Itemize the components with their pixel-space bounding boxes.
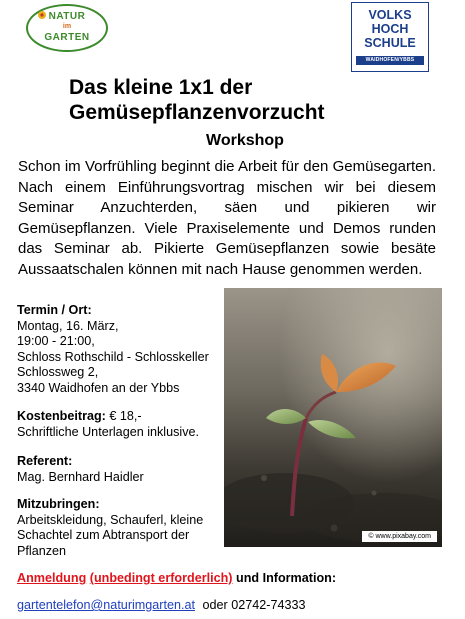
seedling-illustration — [224, 288, 442, 547]
kosten-note: Schriftliche Unterlagen inklusive. — [17, 424, 199, 439]
logo-vhs-line3: SCHULE — [364, 36, 416, 50]
natur-im-garten-logo — [26, 4, 106, 50]
logo-natur-line1: NATUR — [48, 11, 86, 22]
kosten-section — [17, 409, 199, 440]
logo-natur-line2: im — [62, 23, 72, 30]
seedling-photo — [224, 288, 442, 547]
logo-vhs-line1: VOLKS — [368, 8, 412, 22]
mitbringen-line1: Arbeitskleidung, Schauferl, kleine — [17, 512, 204, 527]
termin-city: 3340 Waidhofen an der Ybbs — [17, 380, 180, 395]
mitbringen-label: Mitzubringen: — [17, 497, 100, 511]
kosten-value: € 18,- — [109, 409, 142, 423]
contact-separator: oder — [202, 598, 228, 612]
contact-line — [17, 598, 305, 612]
intro-paragraph: Schon im Vorfrühling beginnt die Arbeit für den Gemüsegarten. Nach einem Einführungsvortrag mischen wir bei diesem Seminar Anzuchterden, säen und pikieren wir Gemüsepflanzen. Viele Praxiselemente und Demos runden das Seminar ab. Pikierte Gemüsepflanzen sowie besäte Aussaatschalen können mit nach Hause genommen werden. — [18, 158, 436, 278]
email-link[interactable]: gartentelefon@naturimgarten.at — [17, 598, 196, 612]
page-subtitle: Workshop — [206, 132, 284, 149]
kosten-label: Kostenbeitrag: — [17, 409, 106, 423]
termin-venue: Schloss Rothschild - Schlosskeller — [17, 349, 209, 364]
logo-vhs-line2: HOCH — [371, 22, 409, 36]
registration-line — [17, 571, 336, 585]
termin-time: 19:00 - 21:00, — [17, 334, 95, 348]
logo-natur-line3: GARTEN — [44, 32, 90, 43]
referent-name: Mag. Bernhard Haidler — [17, 469, 144, 484]
registration-required: (unbedingt erforderlich) — [89, 571, 233, 585]
termin-date: Montag, 16. März, — [17, 318, 119, 333]
referent-section — [17, 454, 144, 485]
registration-info: und Information: — [236, 571, 337, 585]
registration-anmeldung: Anmeldung — [17, 571, 87, 585]
volkshochschule-logo — [351, 2, 429, 72]
termin-label: Termin / Ort: — [17, 303, 92, 317]
termin-section — [17, 303, 209, 396]
page-title-line1: Das kleine 1x1 der — [69, 76, 253, 99]
termin-street: Schlossweg 2, — [17, 365, 99, 379]
photo-credit: © www.pixabay.com — [362, 531, 437, 542]
mitbringen-line3: Pflanzen — [17, 543, 67, 558]
mitbringen-section — [17, 497, 203, 559]
phone-number: 02742-74333 — [231, 598, 306, 612]
page-title-line2: Gemüsepflanzenvorzucht — [69, 101, 325, 124]
referent-label: Referent: — [17, 454, 73, 468]
logo-vhs-tagline: WAIDHOFEN/YBBS — [356, 56, 424, 65]
mitbringen-line2: Schachtel zum Abtransport der — [17, 528, 190, 542]
